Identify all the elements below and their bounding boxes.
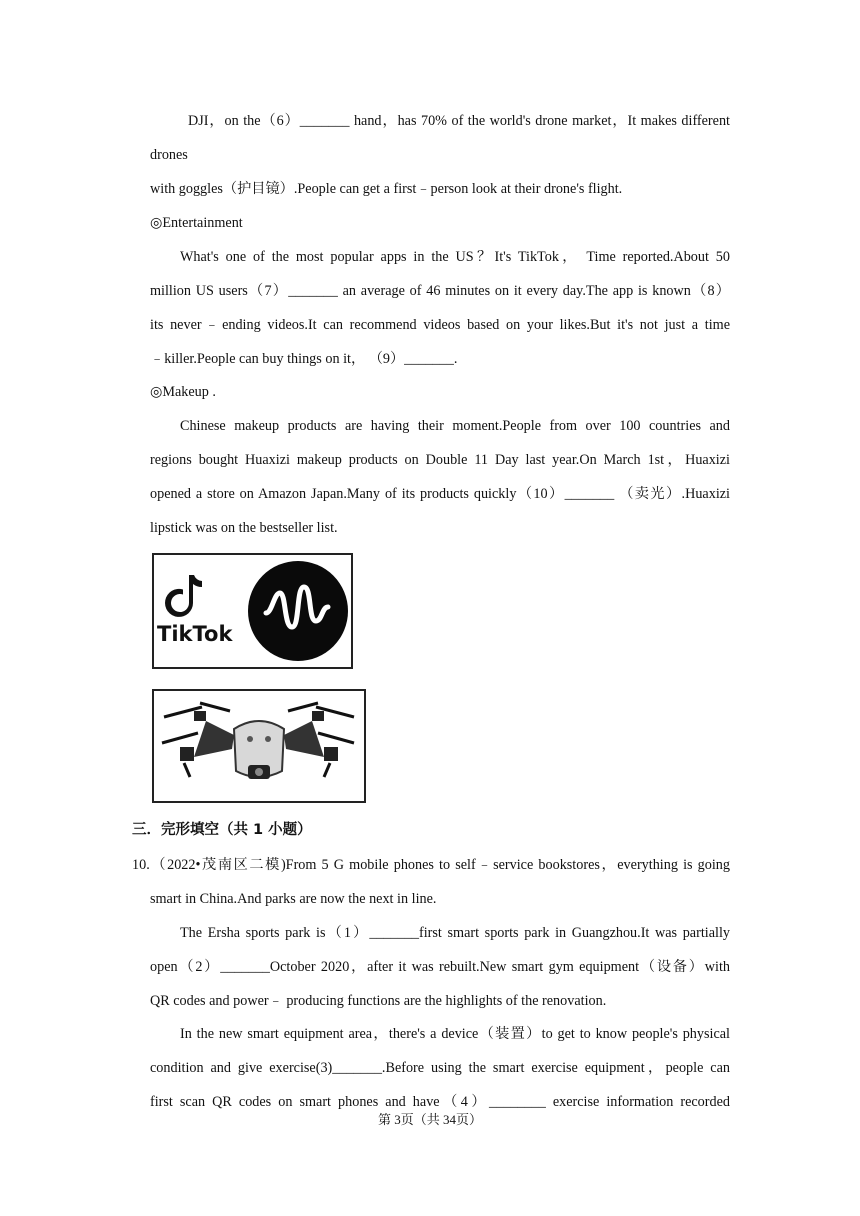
question-line: The Ersha sports park is（1）_______first smart sports park in Guangzhou.It was partially (180, 925, 730, 941)
passage-line: opened a store on Amazon Japan.Many of its products quickly（10）_______ （卖光）.Huaxizi (150, 486, 730, 502)
passage-line: DJI，on the（6）_______ hand，has 70% of the world's drone market，It makes different (188, 113, 730, 129)
drone-icon (154, 691, 364, 801)
drone-image (152, 689, 366, 803)
tiktok-logo-text: TikTok (157, 622, 233, 646)
passage-line: with goggles（护目镜）.People can get a first﹣person look at their drone's flight. (150, 181, 623, 197)
question-line: open（2）_______October 2020，after it was rebuilt.New smart gym equipment（设备）with (150, 959, 730, 975)
question-line: condition and give exercise(3)_______.Before using the smart exercise equipment，people can (150, 1060, 730, 1076)
tiktok-logo-image (152, 553, 353, 669)
question-line: In the new smart equipment area，there's a device（装置）to get to know people's physical (180, 1026, 730, 1042)
question-line: smart in China.And parks are now the next in line. (150, 891, 437, 907)
passage-line: million US users（7）_______ an average of 46 minutes on it every day.The app is known（8） (150, 283, 730, 299)
section-heading: 三．完形填空（共 1 小题） (132, 822, 312, 838)
passage-line: drones (150, 147, 188, 163)
question-line: first scan QR codes on smart phones and have（4）________ exercise information recorded (150, 1094, 730, 1110)
page-number-footer: 第 3页（共 34页） (377, 1112, 482, 1127)
passage-line: What's one of the most popular apps in the US？It's TikTok， Time reported.About 50 (180, 249, 730, 265)
tiktok-logo-icon (154, 555, 351, 667)
question-line: QR codes and power﹣ producing functions are the highlights of the renovation. (150, 993, 607, 1009)
passage-line: regions bought Huaxizi makeup products on Double 11 Day last year.On March 1st，Huaxizi (150, 452, 730, 468)
subheading-entertainment: ◎Entertainment (150, 215, 243, 231)
subheading-makeup: ◎Makeup . (150, 384, 216, 400)
passage-line: its never﹣ending videos.It can recommend videos based on your likes.But it's not just a time (150, 317, 730, 333)
passage-line: ﹣killer.People can buy things on it， （9）_______. (150, 351, 458, 367)
passage-line: Chinese makeup products are having their moment.People from over 100 countries and (180, 418, 730, 434)
question-line: 10.（2022•茂南区二模)From 5 G mobile phones to self﹣service bookstores，everything is going (132, 857, 730, 873)
passage-line: lipstick was on the bestseller list. (150, 520, 338, 536)
